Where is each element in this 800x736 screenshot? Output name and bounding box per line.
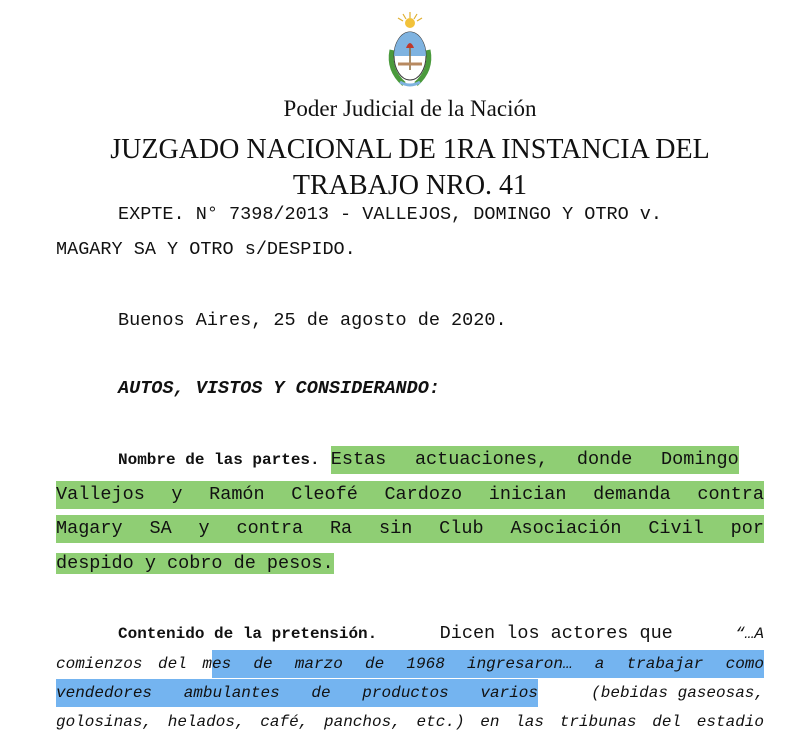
claim-line3 xyxy=(56,679,764,707)
institution-name: Poder Judicial de la Nación xyxy=(283,96,537,121)
parties-text-4: despido y cobro de pesos. xyxy=(56,553,334,574)
claim-line2 xyxy=(56,650,764,678)
claim-line3-highlight: vendedores ambulantes de productos varios xyxy=(56,679,538,707)
case-line2: MAGARY SA Y OTRO s/DESPIDO. xyxy=(56,239,356,260)
claim-line1 xyxy=(118,620,764,648)
parties-text-1: Estas actuaciones, donde Domingo xyxy=(331,446,739,474)
claim-line2-pre: comienzos del m xyxy=(56,655,212,673)
claim-label: Contenido de la pretensión. xyxy=(118,625,378,643)
coat-of-arms-icon xyxy=(382,10,438,90)
section-heading: AUTOS, VISTOS Y CONSIDERANDO: xyxy=(118,378,440,399)
parties-label: Nombre de las partes. xyxy=(118,451,320,469)
court-title-line1: JUZGADO NACIONAL DE 1RA INSTANCIA DEL xyxy=(110,134,710,165)
court-title-line2: TRABAJO NRO. 41 xyxy=(292,170,528,201)
date-line: Buenos Aires, 25 de agosto de 2020. xyxy=(118,310,507,331)
claim-intro: Dicen los actores que xyxy=(439,623,673,644)
parties-text-3: Magary SA y contra Ra sin Club Asociación Civil por xyxy=(56,515,764,543)
claim-quote-open: “…A xyxy=(735,625,764,643)
claim-line4: golosinas, helados, café, panchos, etc.) en las tribunas del estadio xyxy=(56,713,764,731)
parties-paragraph-line1 xyxy=(118,446,739,474)
claim-line2-highlight: es de marzo de 1968 ingresaron… a trabajar como xyxy=(212,650,764,678)
parties-text-4-wrap xyxy=(56,550,334,578)
parties-text-2: Vallejos y Ramón Cleofé Cardozo inician demanda contra xyxy=(56,481,764,509)
claim-line3-post: (bebidas gaseosas, xyxy=(591,684,764,702)
case-line1: EXPTE. N° 7398/2013 - VALLEJOS, DOMINGO Y OTRO v. xyxy=(118,204,662,225)
